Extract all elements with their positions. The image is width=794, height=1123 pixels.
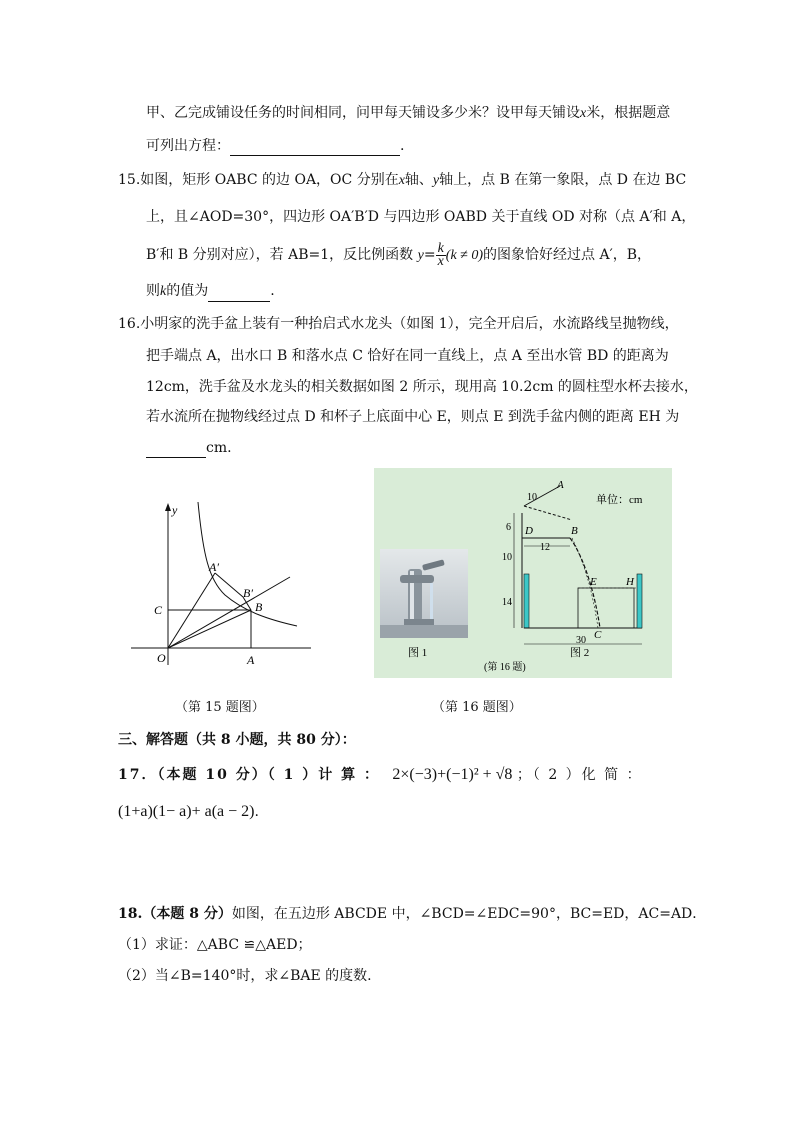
label-B: B <box>255 600 263 614</box>
y-axis-arrow <box>165 503 171 511</box>
q18-stem: 如图，在五边形 ABCDE 中，∠BCD=∠EDC=90°，BC=ED，AC=AD． <box>231 906 707 922</box>
fig1-label: 图 1 <box>408 647 428 659</box>
q15-line-2 <box>146 207 695 227</box>
q15-y: y <box>432 173 440 188</box>
basin-wall-right <box>637 574 642 628</box>
fig16-diagram <box>374 468 672 678</box>
q17-line-2 <box>118 802 259 822</box>
fig16-inner-caption: (第 16 题) <box>484 662 526 673</box>
q15-text: B′和 B 分别对应），若 AB=1，反比例函数 <box>146 247 414 263</box>
q17-expression-1: 2×(−3)+(−1)² + √8 <box>392 766 513 783</box>
dim-6: 6 <box>506 522 511 533</box>
q18-head: 18.（本题 8 分） <box>118 906 232 922</box>
q15-text: 则 <box>146 283 160 299</box>
fig2-label: 图 2 <box>570 647 590 659</box>
q15-text: 轴、 <box>404 172 433 188</box>
q14-line-2 <box>146 136 404 156</box>
section3-title: 三、解答题（共 8 小题，共 80 分）： <box>118 732 356 748</box>
point-H: H <box>626 576 634 588</box>
q15-text: 如图，矩形 OABC 的边 OA，OC 分别在 <box>140 172 399 188</box>
dim-14: 14 <box>502 597 512 608</box>
q14-answer-blank[interactable] <box>230 139 400 156</box>
q17-expression-2: (1+a)(1− a)+ a(a − 2) <box>118 803 255 820</box>
label-A-prime: A′ <box>209 560 219 574</box>
q17-period: . <box>254 804 259 820</box>
func-condition: (k ≠ 0) <box>445 248 484 263</box>
func-fraction <box>436 240 446 269</box>
q15-period: . <box>270 283 275 299</box>
point-A: A <box>557 479 564 491</box>
point-E: E <box>590 576 597 588</box>
line-AB <box>524 506 572 520</box>
q15-line-3 <box>146 240 651 271</box>
q15-text: 的图象恰好经过点 A′，B， <box>483 247 652 263</box>
line-ApBp <box>215 573 243 597</box>
q16-text: 小明家的洗手盆上装有一种抬启式水龙头（如图 1），完全开启后，水流路线呈抛物线， <box>140 316 679 332</box>
point-D: D <box>525 525 533 537</box>
q15-answer-blank[interactable] <box>208 285 270 302</box>
fig16-caption: （第 16 题图） <box>432 700 522 715</box>
q17-head: 17．（本题 10 分）（ 1 ）计 算 ： <box>118 767 380 783</box>
label-O: O <box>157 651 166 665</box>
label-y: y <box>172 503 178 517</box>
q17-line-1 <box>118 764 643 786</box>
label-B-prime: B′ <box>243 586 253 600</box>
cup <box>578 588 634 628</box>
dim-10-top: 10 <box>527 492 537 503</box>
label-C: C <box>154 603 163 617</box>
func-numerator: k <box>437 240 444 256</box>
func-eq: = <box>423 247 436 263</box>
q15-k: k <box>160 284 167 299</box>
q14-var: x <box>580 106 587 121</box>
dim-30: 30 <box>576 635 586 646</box>
q16-number: 16. <box>118 316 141 332</box>
q15-line-4 <box>146 281 275 302</box>
func-y: y <box>417 248 424 263</box>
q16-line-2 <box>146 346 669 366</box>
fig15-diagram <box>125 500 325 670</box>
q14-period: . <box>400 138 405 154</box>
point-C: C <box>594 629 602 641</box>
fig15-caption: （第 15 题图） <box>175 700 265 715</box>
label-A: A <box>247 653 255 667</box>
q16-text: 若水流所在抛物线经过点 D 和杯子上底面中心 E，则点 E 到洗手盆内侧的距离 EH 为 <box>146 409 680 425</box>
unit-label: 单位：cm <box>596 494 643 506</box>
q14-text-end: 米，根据题意 <box>586 105 671 121</box>
q16-answer-blank[interactable] <box>146 441 206 458</box>
q18-part-1: （1）求证：△ABC ≌△AED； <box>118 937 312 953</box>
q15-number: 15. <box>118 172 141 188</box>
q16-text: 12cm，洗手盆及水龙头的相关数据如图 2 所示，现用高 10.2cm 的圆柱型水杯去接水， <box>146 379 698 395</box>
q16-line-5 <box>146 438 232 458</box>
q15-line-1 <box>118 170 686 191</box>
q16-unit: cm. <box>206 440 232 456</box>
q14-equation-prompt: 可列出方程： <box>146 138 230 154</box>
q15-text: 的值为 <box>166 283 209 299</box>
q15-text: 轴上，点 B 在第一象限，点 D 在边 BC <box>439 172 687 188</box>
line-OD <box>168 577 290 648</box>
q14-line-1 <box>146 103 670 124</box>
point-B: B <box>571 525 578 537</box>
q16-line-3 <box>146 377 698 397</box>
q17-mid: ；（ 2 ）化 简 ： <box>516 767 643 783</box>
basin-wall-left <box>524 574 529 628</box>
func-denominator: x <box>437 253 444 269</box>
q16-line-4 <box>146 407 679 427</box>
q16-line-1 <box>118 314 679 334</box>
q15-x: x <box>398 173 405 188</box>
q18-part-2: （2）当∠B=140°时，求∠BAE 的度数. <box>118 968 372 984</box>
q16-text: 把手端点 A，出水口 B 和落水点 C 恰好在同一直线上，点 A 至出水管 BD 的距离为 <box>146 348 669 364</box>
dim-12: 12 <box>540 542 550 553</box>
q14-text: 甲、乙完成铺设任务的时间相同，问甲每天铺设多少米？设甲每天铺设 <box>146 105 580 121</box>
q15-text: 上，且∠AOD=30°，四边形 OA′B′D 与四边形 OABD 关于直线 OD 对称（点 A′和 A， <box>146 209 696 225</box>
q18-line-1 <box>118 904 706 924</box>
dim-10-left: 10 <box>502 552 512 563</box>
